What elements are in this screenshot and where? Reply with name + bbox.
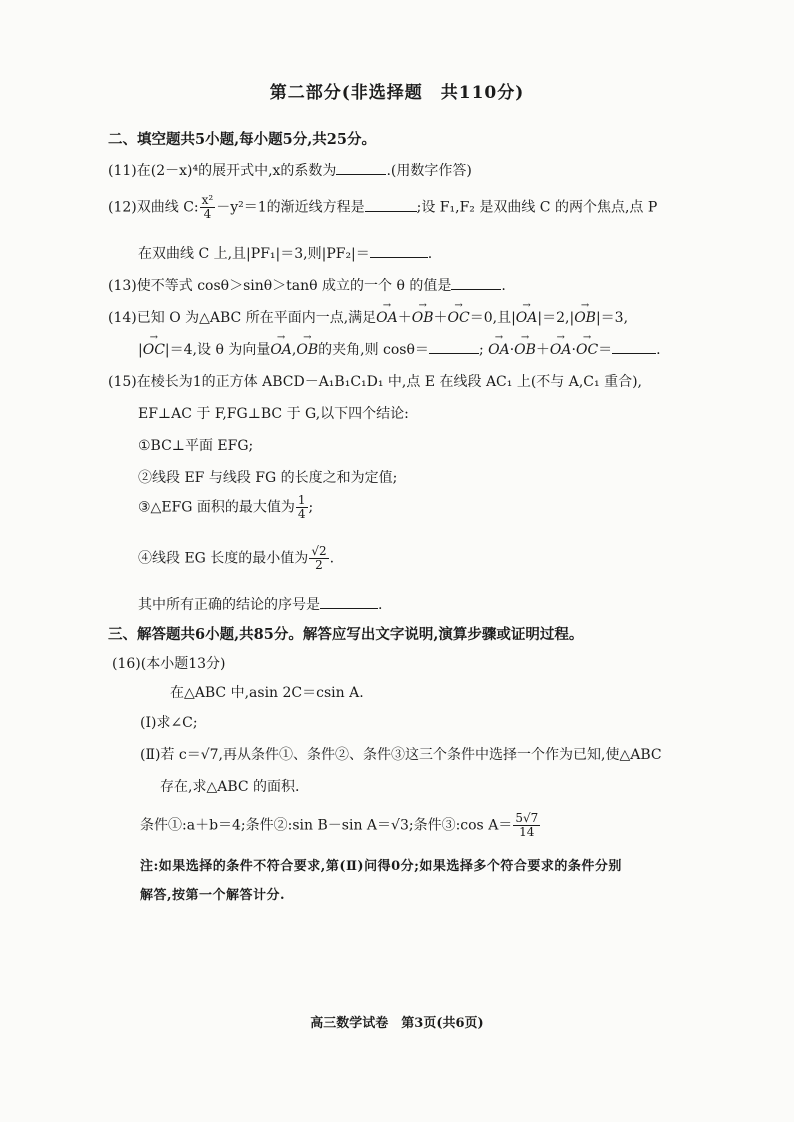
q14-eq3: |＝3, — [595, 310, 629, 326]
q12-mid2: ;设 F₁,F₂ 是双曲线 C 的两个焦点,点 P — [416, 199, 658, 216]
q15-c4-num: √2 — [311, 544, 327, 558]
question-14: (14)已知 O 为△ABC 所在平面内一点,满足→ OA＋→ OB＋→ OC＝0,且|→ OA|＝2,|→ OB|＝3, — [108, 307, 628, 327]
q15-ask-tail: . — [378, 597, 383, 613]
q11-tail: .(用数字作答) — [386, 163, 472, 179]
q16-cond-num: 5√7 — [515, 811, 539, 825]
vector-ob-2: → OB — [574, 310, 596, 326]
page-title: 第二部分(非选择题 共110分) — [269, 83, 525, 103]
question-15: (15)在棱长为1的正方体 ABCD－A₁B₁C₁D₁ 中,点 E 在线段 AC₁ 上(不与 A,C₁ 重合), — [108, 374, 642, 390]
q15-c3-num: 1 — [297, 493, 306, 507]
q15-answer-blank — [320, 596, 378, 609]
q14-l2-pre: | — [138, 342, 143, 358]
q11-text: (11)在(2－x)⁴的展开式中,x的系数为 — [108, 163, 337, 179]
vector-oa: → OA — [376, 310, 398, 326]
vector-oc-3: → OC — [576, 342, 598, 358]
q16-conditions — [140, 812, 541, 839]
q15-ask-text: 其中所有正确的结论的序号是 — [138, 597, 320, 613]
q15-c4-fraction — [309, 545, 328, 572]
section-3-heading: 三、解答题共6小题,共85分。解答应写出文字说明,演算步骤或证明过程。 — [108, 626, 584, 643]
question-14-line2: |→ OC|＝4,设 θ 为向量→ OA,→ OB的夹角,则 cosθ＝ ; → OA·→ OB＋→ OA·→ OC＝ . — [138, 339, 661, 359]
q15-c3-pre: ③△EFG 面积的最大值为 — [138, 499, 295, 516]
q15-c3-den: 4 — [297, 507, 306, 522]
q15-conclusion-3 — [138, 494, 313, 521]
q15-conclusion-1: ①BC⊥平面 EFG; — [138, 438, 254, 454]
q15-c4-tail: . — [329, 550, 335, 567]
q15-conclusion-4 — [138, 545, 334, 572]
q16-part-1: (Ⅰ)求∠C; — [140, 715, 198, 731]
q15-conclusion-2: ②线段 EF 与线段 FG 的长度之和为定值; — [138, 470, 398, 486]
q14-l2-d: ＝ — [598, 342, 613, 358]
q14-blank-2 — [612, 341, 656, 354]
q14-l2-b: 的夹角,则 cosθ＝ — [318, 342, 429, 358]
q15-c3-tail: ; — [308, 499, 314, 516]
q16-cond-den: 14 — [519, 825, 535, 840]
q12-blank-2 — [370, 245, 428, 258]
q15-c4-pre: ④线段 EG 长度的最小值为 — [138, 550, 309, 567]
vector-ob-3: → OB — [296, 342, 318, 358]
q16-given: 在△ABC 中,asin 2C＝csin A. — [170, 685, 364, 701]
q15-ask — [138, 594, 382, 614]
q12-mid: －y²＝1的渐近线方程是 — [216, 199, 365, 216]
q16-note-line1: 注:如果选择的条件不符合要求,第(Ⅱ)问得0分;如果选择多个符合要求的条件分别 — [140, 859, 622, 874]
q16-cond-fraction — [513, 812, 540, 839]
q12-frac-num: x² — [201, 193, 214, 207]
q14-eq2: |＝2,| — [537, 310, 575, 326]
q16-part-2: (Ⅱ)若 c＝√7,再从条件①、条件②、条件③这三个条件中选择一个作为已知,使△ABC — [140, 747, 662, 763]
q14-l2-a: |＝4,设 θ 为向量 — [164, 342, 271, 358]
q14-l2-c: ; — [478, 342, 484, 358]
q14-l2-tail: . — [656, 342, 661, 358]
q12-line2: 在双曲线 C 上,且|PF₁|＝3,则|PF₂|＝ — [138, 246, 370, 262]
q13-answer-blank — [451, 277, 501, 290]
q11-answer-blank — [336, 162, 386, 175]
vector-oa-2: → OA — [516, 310, 538, 326]
q16-note-line2: 解答,按第一个解答计分. — [140, 888, 286, 903]
q12-frac-den: 4 — [203, 207, 212, 222]
vector-oc-2: → OC — [143, 342, 165, 358]
q16-part-2-cont: 存在,求△ABC 的面积. — [160, 779, 300, 795]
page-footer: 高三数学试卷 第3页(共6页) — [310, 1016, 484, 1031]
question-11 — [108, 160, 472, 180]
question-13 — [108, 275, 506, 295]
section-2-heading: 二、填空题共5小题,每小题5分,共25分。 — [108, 131, 376, 148]
question-12-line2 — [138, 243, 432, 263]
q14-eq1: ＝0,且| — [469, 310, 516, 326]
q13-text: (13)使不等式 cosθ＞sinθ＞tanθ 成立的一个 θ 的值是 — [108, 278, 452, 294]
q16-cond-text: 条件①:a＋b＝4;条件②:sin B－sin A＝√3;条件③:cos A＝ — [140, 817, 513, 834]
q12-pre: (12)双曲线 C: — [108, 199, 199, 216]
vector-oa-3: → OA — [270, 342, 292, 358]
vector-oa-4: → OA — [488, 342, 510, 358]
vector-ob-4: → OB — [514, 342, 536, 358]
q12-line2-tail: . — [427, 246, 433, 262]
vector-ob: → OB — [412, 310, 434, 326]
vector-oc: → OC — [448, 310, 470, 326]
q14-pre: (14)已知 O 为△ABC 所在平面内一点,满足 — [108, 310, 377, 326]
q12-blank-1 — [365, 199, 417, 212]
vector-oa-5: → OA — [550, 342, 572, 358]
question-15-line2: EF⊥AC 于 F,FG⊥BC 于 G,以下四个结论: — [138, 406, 409, 422]
q13-tail: . — [501, 278, 506, 294]
question-16-title: (16)(本小题13分) — [112, 656, 226, 672]
q14-blank-1 — [429, 341, 479, 354]
q12-fraction — [200, 194, 216, 221]
q15-c4-den: 2 — [315, 558, 323, 573]
q15-c3-fraction — [296, 494, 308, 521]
question-12 — [108, 194, 657, 221]
